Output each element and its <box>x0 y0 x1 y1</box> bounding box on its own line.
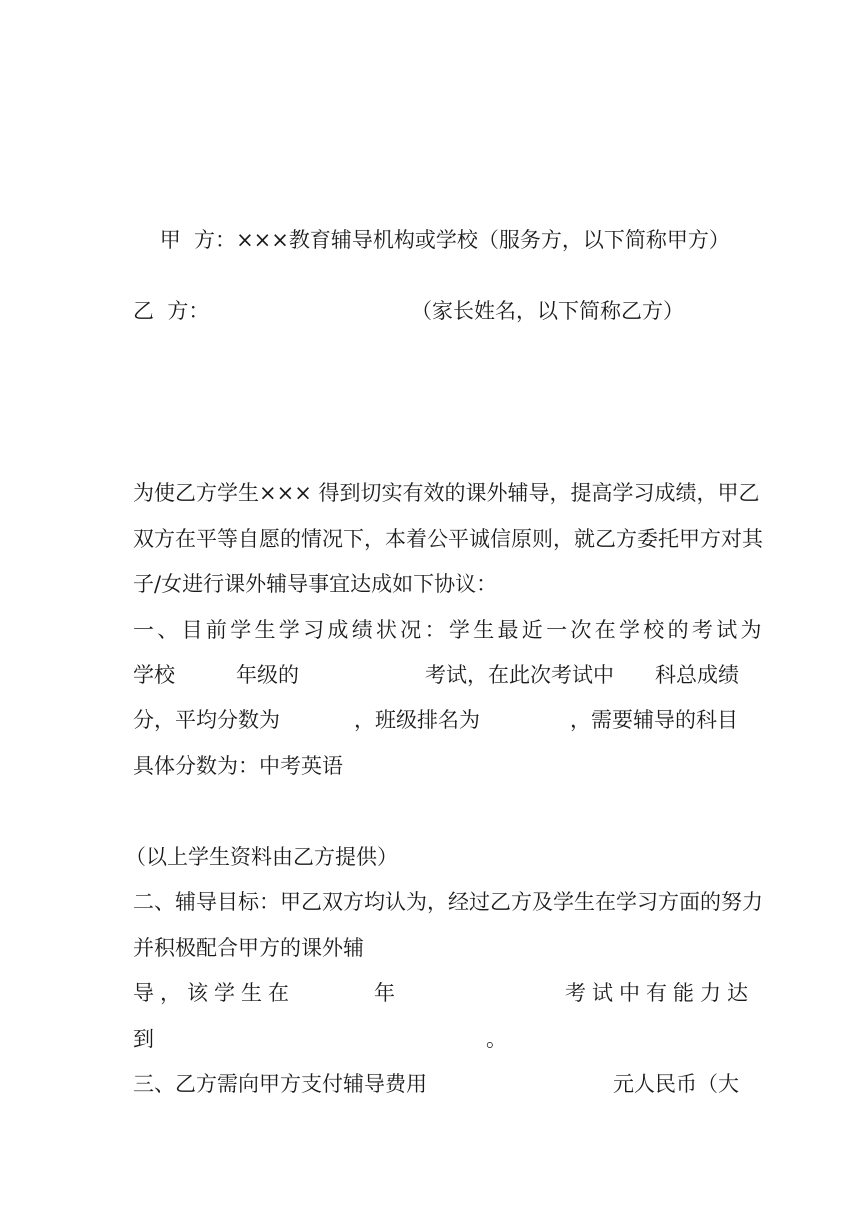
party-a-label: 甲 方： <box>159 228 237 252</box>
party-a-line <box>133 209 730 272</box>
party-a-value: ×××教育辅导机构或学校（服务方，以下简称甲方） <box>236 228 730 252</box>
intro-line-3: 子/女进行课外辅导事宜达成如下协议： <box>133 572 498 596</box>
party-b-label: 乙 方： <box>133 299 210 323</box>
clause-2-year: 年 <box>374 981 395 1005</box>
clause-1-subjects: ，需要辅导的科目 <box>570 708 738 732</box>
clause-1-grade: 年级的 <box>236 663 299 687</box>
clause-2-period: 。 <box>486 1027 507 1051</box>
clause-1-average: 分，平均分数为 <box>133 708 280 732</box>
clause-1-school: 学校 <box>133 663 175 687</box>
clause-1-line-4: 具体分数为：中考英语 <box>133 754 343 778</box>
clause-3-fee: 三、乙方需向甲方支付辅导费用 <box>133 1072 427 1096</box>
clause-2-line-1: 二、辅导目标：甲乙双方均认为，经过乙方及学生在学习方面的努力 <box>133 890 763 914</box>
clause-1-rank: ，班级排名为 <box>354 708 480 732</box>
intro-line-2: 双方在平等自愿的情况下，本着公平诚信原则，就乙方委托甲方对其 <box>133 527 763 551</box>
clause-1-total-score: 科总成绩 <box>655 663 739 687</box>
intro-line-1: 为使乙方学生××× 得到切实有效的课外辅导，提高学习成绩，甲乙 <box>133 481 760 505</box>
clause-3-currency: 元人民币（大 <box>613 1072 739 1096</box>
party-b-value: （家长姓名，以下简称乙方） <box>411 299 684 323</box>
clause-2-reach: 到 <box>133 1027 154 1051</box>
clause-1-line-1: 一、目前学生学习成绩状况：学生最近一次在学校的考试为 <box>133 618 765 642</box>
clause-1-exam: 考试，在此次考试中 <box>425 663 614 687</box>
clause-2-exam: 考试中有能力达 <box>565 981 754 1005</box>
student-info-note: （以上学生资料由乙方提供） <box>125 845 398 869</box>
clause-2-line-2: 并积极配合甲方的课外辅 <box>133 936 364 960</box>
clause-2-student: 导，该学生在 <box>133 981 295 1005</box>
